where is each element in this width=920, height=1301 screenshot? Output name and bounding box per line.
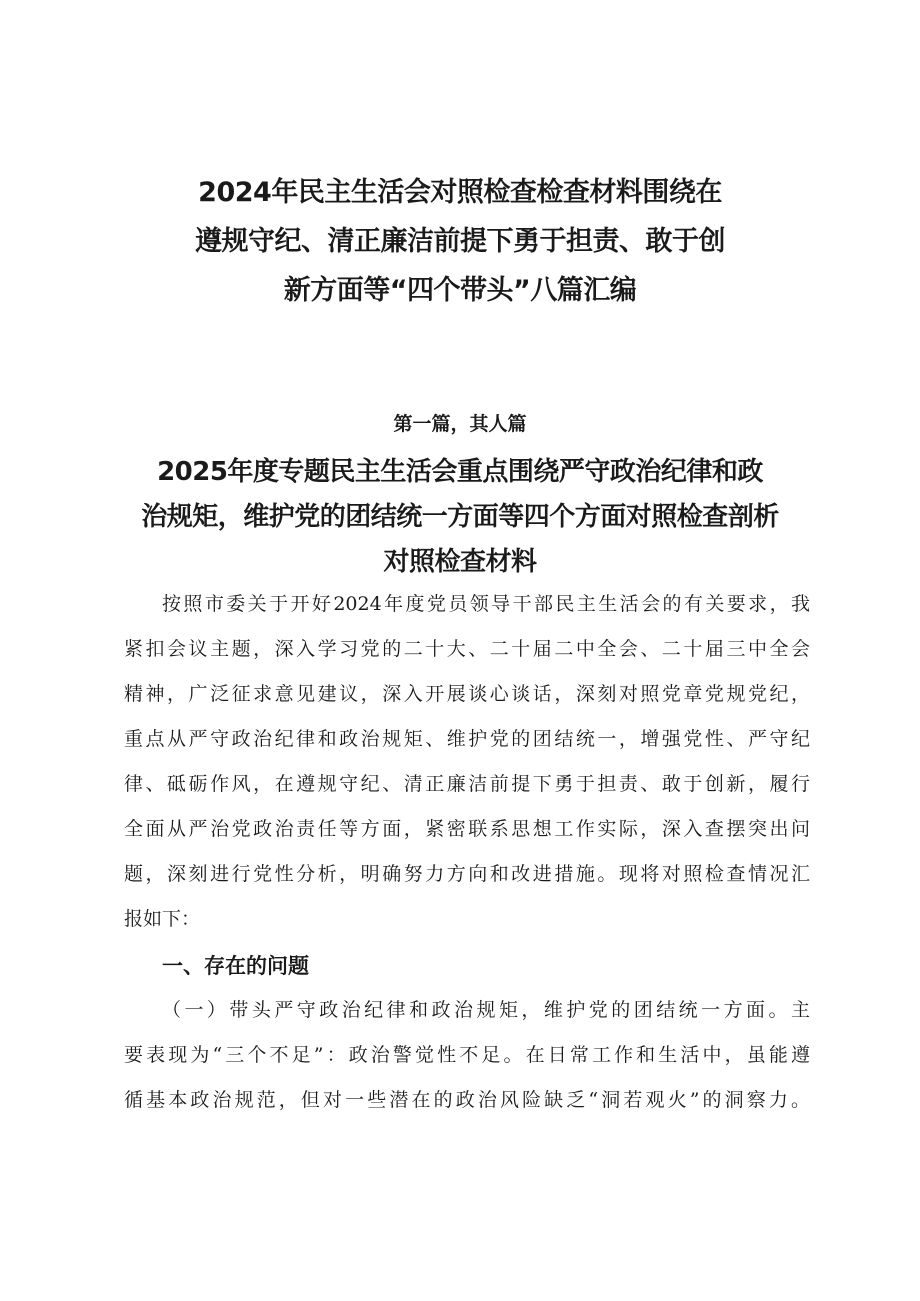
intro-line-6: 全面从严治党政治责任等方面，紧密联系思想工作实际，深入查摆突出问 <box>124 818 810 840</box>
intro-line-1: 按照市委关于开好2024年度党员领导干部民主生活会的有关要求，我 <box>162 593 810 615</box>
body-line-1: （一）带头严守政治纪律和政治规矩，维护党的团结统一方面。主 <box>162 999 810 1021</box>
body-line-2: 要表现为“三个不足”：政治警觉性不足。在日常工作和生活中，虽能遵 <box>124 1044 810 1066</box>
main-title-line-3: 新方面等“四个带头”八篇汇编 <box>283 275 637 306</box>
intro-line-8: 报如下： <box>124 908 201 930</box>
sub-title-line-3: 对照检查材料 <box>383 547 537 577</box>
main-title-line-1: 2024年民主生活会对照检查检查材料围绕在 <box>198 177 722 208</box>
intro-line-3: 精神，广泛征求意见建议，深入开展谈心谈话，深刻对照党章党规党纪， <box>124 683 810 705</box>
sub-title-line-1: 2025年度专题民主生活会重点围绕严守政治纪律和政 <box>157 457 763 487</box>
main-title-line-2: 遵规守纪、清正廉洁前提下勇于担责、敢于创 <box>195 226 725 257</box>
intro-line-4: 重点从严守政治纪律和政治规矩、维护党的团结统一，增强党性、严守纪 <box>124 728 810 750</box>
section-label: 第一篇，其人篇 <box>393 413 527 435</box>
intro-line-2: 紧扣会议主题，深入学习党的二十大、二十届二中全会、二十届三中全会 <box>124 638 810 660</box>
heading-existing-problems: 一、存在的问题 <box>162 954 309 978</box>
body-line-3: 循基本政治规范，但对一些潜在的政治风险缺乏“洞若观火”的洞察力。 <box>124 1089 810 1111</box>
intro-line-5: 律、砥砺作风，在遵规守纪、清正廉洁前提下勇于担责、敢于创新，履行 <box>124 773 810 795</box>
sub-title-line-2: 治规矩，维护党的团结统一方面等四个方面对照检查剖析 <box>141 502 779 532</box>
intro-line-7: 题，深刻进行党性分析，明确努力方向和改进措施。现将对照检查情况汇 <box>124 863 810 885</box>
